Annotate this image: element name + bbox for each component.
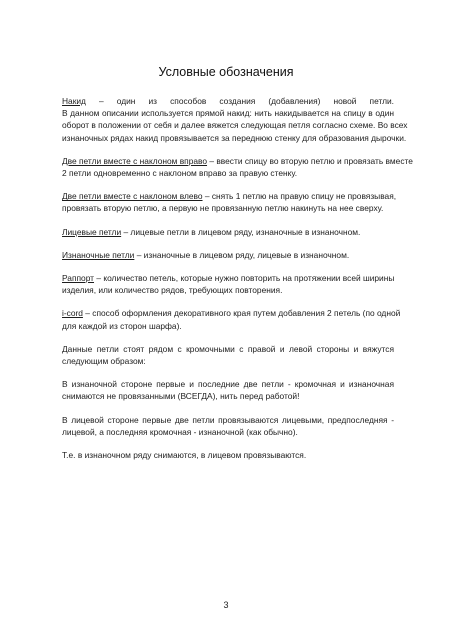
term-definition-label: Две петли вместе с наклоном влево [62, 191, 203, 202]
paragraph-text: 2 петли одновременно с наклоном вправо за правую стенку. [62, 168, 298, 179]
paragraph-text: – ввести спицу во вторую петлю и провязать вместе [207, 155, 413, 166]
paragraph [62, 249, 394, 261]
paragraph-text: В данном описании используется прямой накид: нить накидывается на спицу в один [62, 108, 394, 119]
paragraph-line [62, 202, 394, 214]
paragraph [62, 343, 394, 367]
paragraph-line [62, 226, 394, 238]
paragraph-text: провязать вторую петлю, а первую не провязанную петлю накинуть на нее сверху. [62, 203, 384, 214]
paragraph [62, 190, 397, 214]
term-definition-label: Раппорт [62, 273, 95, 284]
paragraph-text: Данные петли стоят рядом с кромочными с правой и левой стороны и вяжутся [62, 343, 394, 354]
paragraph [62, 155, 413, 179]
paragraph-line [62, 449, 394, 461]
paragraph-line [62, 320, 394, 332]
paragraph-text: – изнаночные в лицевом ряду, лицевые в изнаночном. [134, 249, 350, 260]
paragraph-line [62, 414, 394, 426]
term-definition-label: Изнаночные петли [62, 249, 135, 260]
paragraph [62, 226, 394, 238]
paragraph-line [62, 343, 394, 355]
paragraph-text: лицевой, а последняя кромочная - изнаночной (как обычно). [62, 426, 298, 437]
paragraph-text: изнаночных рядах накид провязывается за переднюю стенку для образования дырочки. [62, 132, 407, 143]
paragraph [62, 307, 401, 331]
paragraph-line [62, 249, 394, 261]
paragraph-text: В изнаночной стороне первые и последние две петли - кромочная и изнаночная [62, 379, 394, 390]
paragraph-text: для каждой из сторон шарфа). [62, 320, 182, 331]
paragraph-text: В лицевой стороне первые две петли провязываются лицевыми, предпоследняя - [62, 414, 394, 425]
page-number: 3 [223, 600, 229, 610]
paragraph-line [62, 272, 394, 284]
term-definition-label: i-cord [62, 308, 83, 319]
paragraph-line [62, 95, 394, 107]
paragraph-text: снимаются не провязанными (ВСЕГДА), нить перед работой! [62, 391, 300, 402]
paragraph-text: следующим образом: [62, 356, 146, 367]
document-body [62, 95, 413, 472]
paragraph [62, 272, 394, 296]
paragraph-line [62, 190, 397, 202]
paragraph-line [62, 284, 394, 296]
term-definition-label: Две петли вместе с наклоном вправо [62, 155, 208, 166]
paragraph [62, 378, 394, 402]
paragraph-line [62, 390, 394, 402]
paragraph-line [62, 307, 401, 319]
paragraph-line [62, 378, 394, 390]
paragraph [62, 95, 408, 144]
paragraph-text: – снять 1 петлю на правую спицу не провязывая, [202, 191, 397, 202]
paragraph-text: – количество петель, которые нужно повторить на протяжении всей ширины [94, 273, 395, 284]
paragraph-text: – один из способов создания (добавления) новой петли. [85, 96, 394, 106]
term-definition-label: Накид [62, 96, 86, 106]
paragraph-line [62, 132, 407, 144]
paragraph-line [62, 155, 413, 167]
paragraph-text: – способ оформления декоративного края путем добавления 2 петель (по одной [82, 308, 401, 319]
paragraph-text: оборот в положении от себя и далее вяжется следующая петля согласно схеме. Во всех [62, 120, 408, 131]
term-definition-label: Лицевые петли [62, 226, 122, 237]
paragraph [62, 449, 394, 461]
paragraph-line [62, 107, 394, 119]
paragraph-line [62, 355, 394, 367]
paragraph [62, 414, 394, 438]
paragraph-line [62, 167, 394, 179]
page-title: Условные обозначения [158, 65, 294, 79]
paragraph-line [62, 119, 408, 131]
paragraph-text: изделия, или количество рядов, требующих повторения. [62, 285, 283, 296]
paragraph-text: Т.е. в изнаночном ряду снимаются, в лицевом провязываются. [62, 450, 307, 461]
paragraph-line [62, 426, 394, 438]
paragraph-text: – лицевые петли в лицевом ряду, изнаночные в изнаночном. [121, 226, 361, 237]
